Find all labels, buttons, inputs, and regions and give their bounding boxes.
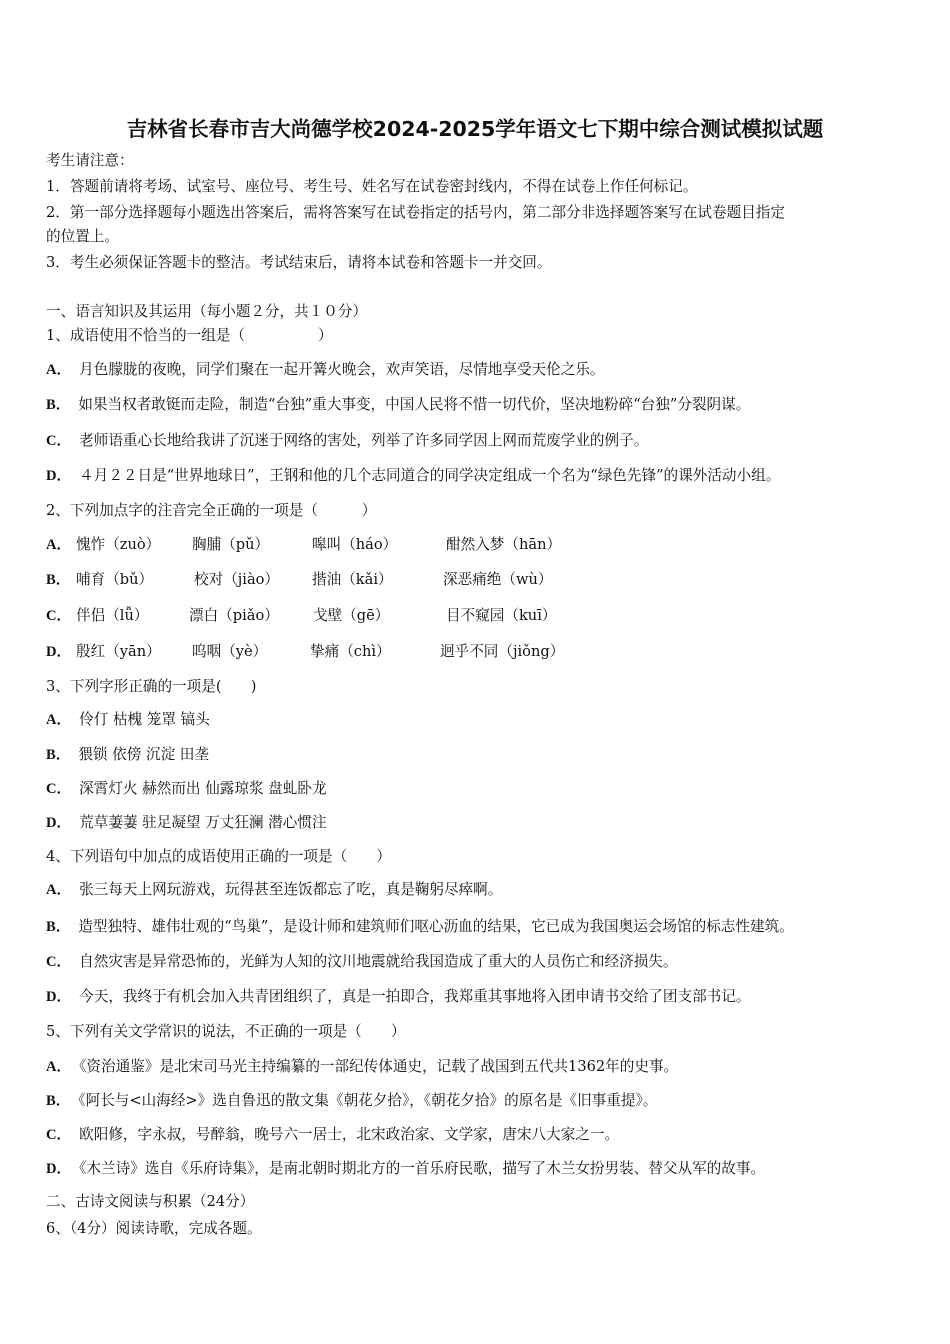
option-a	[46, 880, 502, 900]
option-label: A．	[46, 1059, 72, 1075]
option-label: A．	[46, 712, 72, 728]
pinyin-item: 伴侣（lǚ）	[76, 607, 149, 624]
option-a	[46, 360, 605, 380]
pinyin-item: 挚痛（chì）	[310, 643, 391, 660]
pinyin-item: 愧怍（zuò）	[76, 536, 161, 553]
option-b	[46, 745, 209, 765]
option-label: A．	[46, 537, 72, 553]
option-label: A．	[46, 362, 72, 378]
option-label: B．	[46, 572, 71, 588]
option-text: 今天，我终于有机会加入共青团组织了，真是一拍即合，我郑重其事地将入团申请书交给了团支部书记。	[79, 988, 751, 1005]
option-b	[46, 395, 750, 415]
pinyin-item: 殷红（yān）	[76, 643, 161, 660]
option-label: C．	[46, 433, 72, 449]
option-label: B．	[46, 1093, 71, 1109]
option-text: 自然灾害是异常恐怖的，光鲜为人知的汶川地震就给我国造成了重大的人员伤亡和经济损失。	[79, 953, 678, 970]
option-d	[46, 813, 327, 833]
option-text: 《木兰诗》选自《乐府诗集》，是南北朝时期北方的一首乐府民歌，描写了木兰女扮男装、替父从军的故事。	[79, 1160, 766, 1177]
pinyin-item: 漂白（piǎo）	[189, 607, 279, 624]
option-text: 张三每天上网玩游戏，玩得甚至连饭都忘了吃，真是鞠躬尽瘁啊。	[79, 881, 503, 898]
option-c	[46, 431, 648, 451]
option-d	[46, 987, 750, 1007]
option-b	[46, 1091, 657, 1111]
section-heading: 一、语言知识及其运用（每小题２分，共１０分）	[46, 303, 368, 320]
option-text: 欧阳修，字永叔，号醉翁，晚号六一居士，北宋政治家、文学家，唐宋八大家之一。	[79, 1126, 620, 1143]
question-stem: 4、下列语句中加点的成语使用正确的一项是（ ）	[46, 848, 391, 865]
question-stem: 3、下列字形正确的一项是( )	[46, 678, 257, 695]
option-label: D．	[46, 815, 72, 831]
page-title: 吉林省长春市吉大尚德学校2024-2025学年语文七下期中综合测试模拟试题	[126, 117, 824, 141]
option-text: 伶仃 枯槐 笼罩 镐头	[79, 711, 210, 728]
option-text: 如果当权者敢铤而走险，制造“台独”重大事变，中国人民将不惜一切代价，坚决地粉碎“台独”分裂阴谋。	[78, 396, 751, 413]
option-text: 深霄灯火 赫然而出 仙露琼浆 盘虬卧龙	[79, 780, 327, 797]
pinyin-item: 哺育（bǔ）	[76, 571, 154, 588]
option-label: B．	[46, 747, 71, 763]
option-c	[46, 1125, 619, 1145]
pinyin-item: 校对（jiào）	[194, 571, 280, 588]
option-b	[46, 917, 794, 937]
pinyin-item: 深恶痛绝（wù）	[443, 571, 553, 588]
option-label: D．	[46, 1161, 72, 1177]
question-stem: 6、（4分）阅读诗歌，完成各题。	[46, 1220, 262, 1237]
option-label: B．	[46, 397, 71, 413]
question-stem: 2、下列加点字的注音完全正确的一项是（ ）	[46, 502, 377, 519]
section-heading: 二、古诗文阅读与积累（24分）	[46, 1193, 255, 1210]
option-text: 造型独特、雄伟壮观的“鸟巢”，是设计师和建筑师们呕心沥血的结果，它已成为我国奥运会场馆的标志性建筑。	[78, 918, 794, 935]
option-d	[46, 466, 780, 486]
pinyin-item: 酣然入梦（hān）	[446, 536, 562, 553]
option-text: 猥锁 依傍 沉淀 田垄	[78, 746, 209, 763]
pinyin-item: 胸脯（pǔ）	[192, 536, 270, 553]
option-label: C．	[46, 608, 72, 624]
option-label: C．	[46, 1127, 72, 1143]
pinyin-item: 戈壁（gē）	[313, 607, 390, 624]
pinyin-item: 迥乎不同（jiǒng）	[440, 643, 565, 660]
option-text: 《阿长与<山海经>》选自鲁迅的散文集《朝花夕拾》，《朝花夕拾》的原名是《旧事重提》。	[78, 1092, 658, 1109]
option-label: D．	[46, 989, 72, 1005]
notice-item: 的位置上。	[46, 228, 119, 245]
option-label: C．	[46, 954, 72, 970]
pinyin-item: 呜咽（yè）	[192, 643, 268, 660]
option-label: A．	[46, 882, 72, 898]
option-text: ４月２２日是“世界地球日”，王钢和他的几个志同道合的同学决定组成一个名为“绿色先锋”的课外活动小组。	[79, 467, 781, 484]
notice-item: 3．考生必须保证答题卡的整洁。考试结束后，请将本试卷和答题卡一并交回。	[46, 254, 552, 271]
option-a	[46, 1057, 678, 1077]
option-text: 月色朦胧的夜晚，同学们聚在一起开篝火晚会，欢声笑语，尽情地享受天伦之乐。	[79, 361, 605, 378]
question-stem: 1、成语使用不恰当的一组是（ ）	[46, 327, 333, 344]
notice-item: 1．答题前请将考场、试室号、座位号、考生号、姓名写在试卷密封线内，不得在试卷上作任何标记。	[46, 178, 698, 195]
notice-heading: 考生请注意：	[46, 152, 134, 169]
option-label: C．	[46, 781, 72, 797]
notice-item: 2．第一部分选择题每小题选出答案后，需将答案写在试卷指定的括号内，第二部分非选择题答案写在试卷题目指定	[46, 204, 785, 221]
option-text: 《资治通鉴》是北宋司马光主持编纂的一部纪传体通史，记载了战国到五代共1362年的史事。	[79, 1058, 679, 1075]
question-stem: 5、下列有关文学常识的说法，不正确的一项是（ ）	[46, 1023, 406, 1040]
pinyin-item: 揩油（kǎi）	[312, 571, 393, 588]
option-a	[46, 710, 210, 730]
pinyin-item: 嗥叫（háo）	[312, 536, 398, 553]
option-label: D．	[46, 644, 72, 660]
option-label: B．	[46, 919, 71, 935]
option-c	[46, 952, 678, 972]
option-text: 荒草萋萋 驻足凝望 万丈狂澜 潜心惯注	[79, 814, 327, 831]
pinyin-item: 目不窥园（kuī）	[446, 607, 557, 624]
option-text: 老师语重心长地给我讲了沉迷于网络的害处，列举了许多同学因上网而荒废学业的例子。	[79, 432, 649, 449]
option-c	[46, 779, 327, 799]
option-d	[46, 1159, 765, 1179]
option-label: D．	[46, 468, 72, 484]
